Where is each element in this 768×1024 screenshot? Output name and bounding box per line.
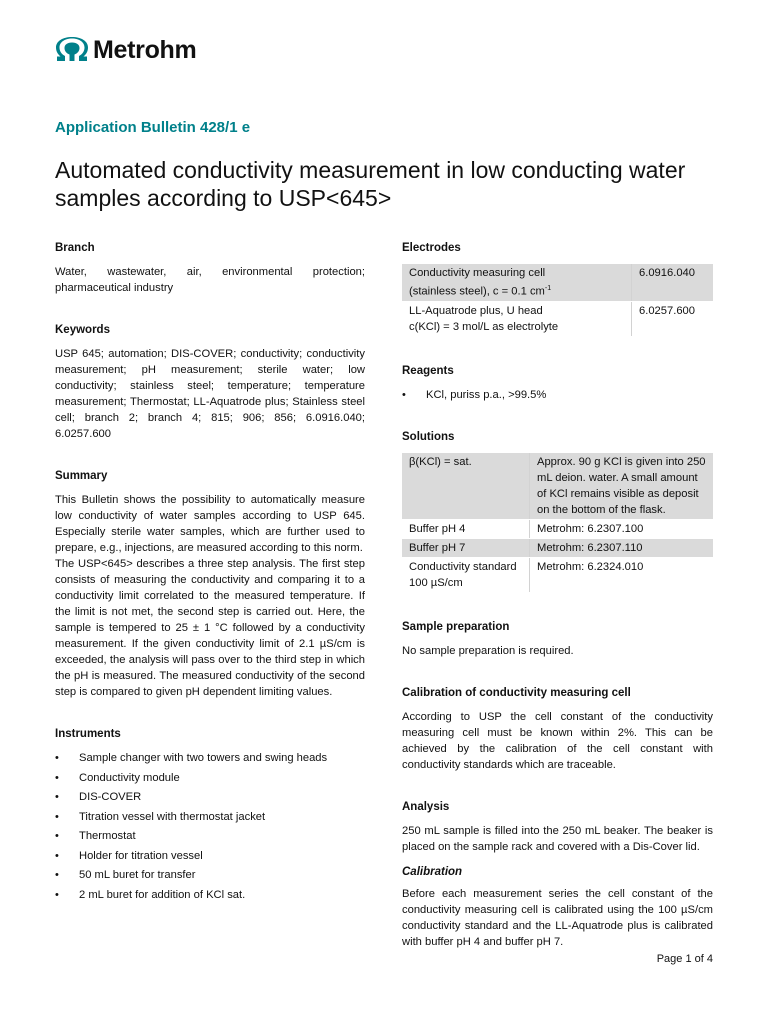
solutions-table: [402, 453, 713, 593]
calibration-subheading: Calibration: [402, 865, 463, 878]
table-row: [402, 264, 713, 301]
summary-paragraph-1: This Bulletin shows the possibility to automatically measure low conductivity of water samples according to USP 645. Especially sterile water samples, which are further used to prepare, e.g., injections, are measured according to this norm.: [55, 494, 365, 554]
instruments-section: [55, 726, 365, 903]
summary-heading: Summary: [55, 470, 108, 482]
reagents-section: [402, 363, 713, 403]
table-row: [402, 519, 713, 538]
table-cell: 6.0916.040: [632, 264, 714, 301]
calibration-text: Before each measurement series the cell constant of the conductivity measuring cell is calibrated using the 100 µS/cm conductivity standard and the LL-Aquatrode plus is calibrated with buffer pH 4 and buffer pH 7.: [402, 887, 713, 948]
table-cell: β(KCl) = sat.: [402, 453, 530, 520]
table-cell: Metrohm: 6.2307.110: [530, 538, 714, 557]
table-cell: 6.0257.600: [632, 301, 714, 336]
analysis-section: [402, 799, 713, 950]
omega-logo-icon: [55, 37, 89, 63]
electrodes-section: [402, 240, 713, 337]
solutions-heading: Solutions: [402, 430, 455, 443]
electrodes-table: [402, 264, 713, 337]
left-column: [55, 240, 365, 929]
solutions-section: [402, 429, 713, 593]
keywords-section: [55, 322, 365, 442]
table-cell: Buffer pH 4: [402, 519, 530, 538]
sample-preparation-text: No sample preparation is required.: [402, 644, 574, 657]
calibration-cell-text: According to USP the cell constant of the conductivity measuring cell must be known within 2%. This can be achieved by the calibration of the cell constant with conductivity standards which are traceable.: [402, 710, 713, 771]
branch-heading: Branch: [55, 242, 95, 254]
summary-section: [55, 468, 365, 700]
page-title: Automated conductivity measurement in low conducting water samples according to USP<645>: [55, 157, 686, 211]
instruments-heading: Instruments: [55, 728, 121, 740]
branch-text: Water, wastewater, air, environmental protection; pharmaceutical industry: [55, 266, 365, 294]
table-row: [402, 301, 713, 336]
list-item: • Thermostat: [55, 828, 365, 844]
list-item: • 2 mL buret for addition of KCl sat.: [55, 887, 365, 903]
table-cell: Buffer pH 7: [402, 538, 530, 557]
list-item: • Titration vessel with thermostat jacket: [55, 809, 365, 825]
table-row: [402, 453, 713, 520]
table-cell: Metrohm: 6.2307.100: [530, 519, 714, 538]
brand-name: Metrohm: [93, 35, 197, 64]
instruments-list: [55, 750, 365, 903]
electrodes-heading: Electrodes: [402, 242, 461, 254]
calibration-cell-heading: Calibration of conductivity measuring cell: [402, 686, 631, 699]
table-cell: Conductivity measuring cell (stainless steel), c = 0.1 $cm^{-1}$: [402, 264, 632, 301]
calibration-cell-section: [402, 685, 713, 773]
list-item: • Sample changer with two towers and swing heads: [55, 750, 365, 766]
analysis-text: 250 mL sample is filled into the 250 mL beaker. The beaker is placed on the sample rack and covered with a Dis-Cover lid.: [402, 824, 713, 853]
summary-paragraph-2: The USP<645> describes a three step analysis. The first step consists of measuring the conductivity and comparing it to a conductivity limit correlated to the measured temperature. If the limit is not met, the second step is carried out. Here, the sample is tempered to 25 ± 1 °C followed by a conductivity measurement. If the given conductivity limit of 2.1 µS/cm is exceeded, the analysis will pass over to the third step in which the pH is measured. The measured conductivity of the second step is compared to given pH dependent limiting values.: [55, 558, 365, 698]
table-cell: Metrohm: 6.2324.010: [530, 557, 714, 592]
reagents-heading: Reagents: [402, 364, 454, 377]
list-item: • Conductivity module: [55, 770, 365, 786]
page-number: Page 1 of 4: [656, 953, 713, 965]
list-item: • DIS-COVER: [55, 789, 365, 805]
list-item: • KCl, puriss p.a., >99.5%: [402, 387, 713, 403]
keywords-text: USP 645; automation; DIS-COVER; conductivity; conductivity measurement; pH measurement; sterile water; low conductivity; stainless steel; temperature; temperature measurement; Thermostat; LL-Aquatrode plus; Stainless steel cell; branch 2; branch 4; 815; 906; 856; 6.0916.040; 6.0257.600: [55, 348, 365, 440]
table-cell: Approx. 90 g KCl is given into 250 mL deion. water. A small amount of KCl remains visible as deposit on the bottom of the flask.: [530, 453, 714, 520]
branch-section: [55, 240, 365, 296]
sample-preparation-section: [402, 619, 713, 659]
bulletin-number: Application Bulletin 428/1 e: [55, 119, 251, 136]
brand-logo: [55, 36, 196, 64]
analysis-heading: Analysis: [402, 800, 450, 813]
keywords-heading: Keywords: [55, 324, 110, 336]
right-column: [402, 240, 713, 976]
table-cell: Conductivity standard 100 µS/cm: [402, 557, 530, 592]
list-item: • Holder for titration vessel: [55, 848, 365, 864]
table-row: [402, 557, 713, 592]
sample-preparation-heading: Sample preparation: [402, 620, 510, 633]
reagents-list: [402, 387, 713, 403]
table-row: [402, 538, 713, 557]
list-item: • 50 mL buret for transfer: [55, 867, 365, 883]
table-cell: LL-Aquatrode plus, U head c(KCl) = 3 mol/L as electrolyte: [402, 301, 632, 336]
